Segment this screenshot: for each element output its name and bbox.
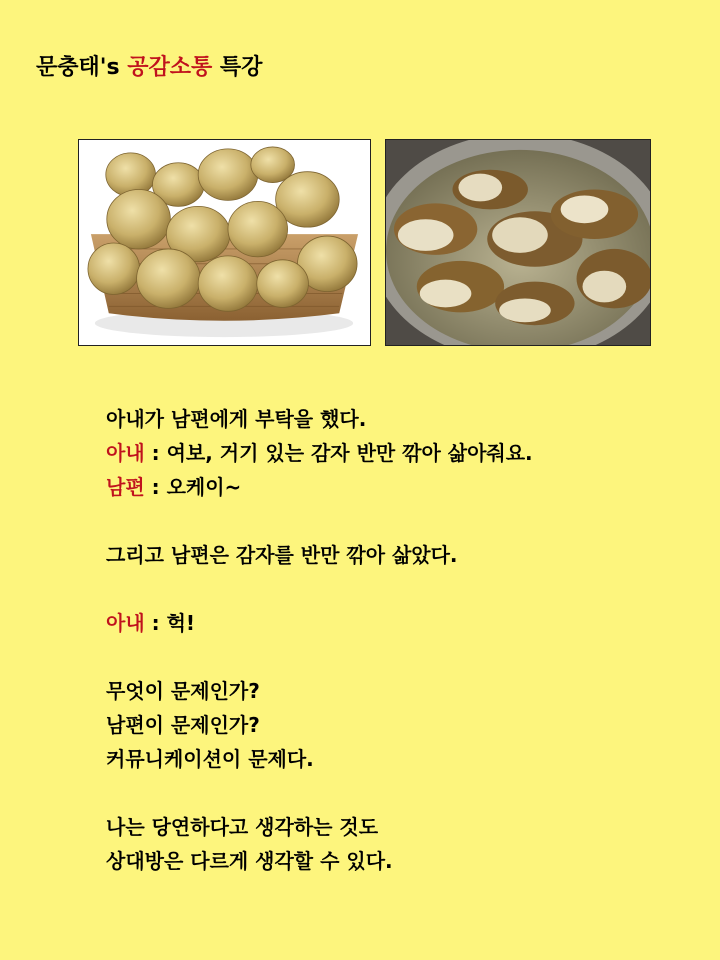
potatoes-basket-photo: [78, 139, 371, 346]
spacer: [106, 776, 686, 810]
title-highlight: 공감소통: [127, 55, 213, 80]
title-suffix: 특강: [212, 55, 263, 80]
husband-dialogue: : 오케이~: [144, 475, 242, 499]
story-line-request: 아내가 남편에게 부탁을 했다.: [106, 407, 367, 431]
story-text: [106, 402, 686, 878]
answer-line: 커뮤니케이션이 문제다.: [106, 747, 314, 771]
story-line-wife-asks: [106, 436, 686, 470]
question-line-2: 남편이 문제인가?: [106, 713, 260, 737]
page-title: [36, 50, 262, 81]
wife-reaction: : 헉!: [144, 611, 196, 635]
story-line-husband-reply: [106, 470, 686, 504]
story-line-result: 그리고 남편은 감자를 반만 깎아 삶았다.: [106, 543, 458, 567]
speaker-wife: 아내: [106, 441, 145, 465]
spacer: [106, 504, 686, 538]
speaker-wife: 아내: [106, 611, 145, 635]
speaker-husband: 남편: [106, 475, 145, 499]
spacer: [106, 572, 686, 606]
title-prefix: 문충태's: [36, 55, 128, 80]
lesson-line-2: 상대방은 다르게 생각할 수 있다.: [106, 849, 393, 873]
story-line-wife-reaction: [106, 606, 686, 640]
wife-dialogue: : 여보, 거기 있는 감자 반만 깎아 삶아줘요.: [144, 441, 533, 465]
spacer: [106, 640, 686, 674]
lesson-line-1: 나는 당연하다고 생각하는 것도: [106, 815, 379, 839]
boiling-potatoes-photo: [385, 139, 651, 346]
question-line-1: 무엇이 문제인가?: [106, 679, 260, 703]
